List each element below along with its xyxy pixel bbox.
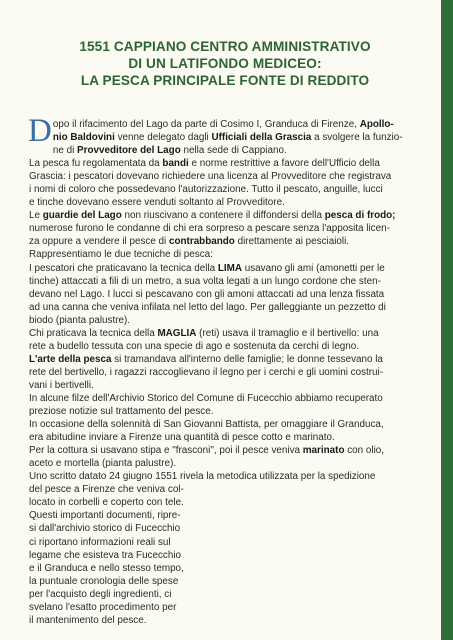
text-run: nella sede di Cappiano. (180, 145, 287, 157)
text-line (29, 405, 405, 418)
text-line (29, 444, 405, 457)
text-run: tinche) attaccati a fili di un metro, a sua volta legati a un lungo cordone che sten- (29, 275, 381, 287)
text-line (29, 275, 405, 288)
text-run: Chi praticava la tecnica della (29, 327, 158, 339)
text-line (29, 222, 405, 235)
paragraph (29, 262, 405, 327)
paragraph (29, 327, 405, 353)
text-line (29, 536, 405, 549)
title-line: LA PESCA PRINCIPALE FONTE DI REDDITO (80, 73, 370, 88)
paragraph (29, 470, 405, 627)
text-line (29, 288, 405, 301)
text-run: ne di (52, 145, 78, 157)
text-run: vani i bertivelli. (29, 379, 94, 391)
text-run: Uno scritto datato 24 giugno 1551 rivela la metodica utilizzata per la spedizione (29, 471, 376, 483)
text-run: In alcune filze dell'Archivio Storico del Comune di Fucecchio abbiamo recuperato (29, 392, 383, 404)
paragraph (29, 392, 405, 418)
text-line (29, 314, 405, 327)
text-run: Le (29, 210, 43, 222)
text-run: venne delegato dagli (114, 132, 212, 144)
bold-text: bandi (162, 158, 189, 170)
text-run: I pescatori che praticavano la tecnica della (29, 262, 218, 274)
bold-text: nio Baldovini (52, 132, 115, 144)
text-run: za oppure a vendere il pesce di (29, 236, 169, 248)
text-run: locato in corbelli e coperto con tele. (29, 497, 184, 509)
bold-text: MAGLIA (157, 327, 197, 339)
page-title (40, 38, 410, 89)
text-run: i nomi di coloro che possedevano l'autorizzazione. Tutto il pescato, anguille, lucci (29, 184, 383, 196)
text-line (29, 353, 405, 366)
text-run: si dall'archivio storico di Fucecchio (29, 523, 181, 535)
text-run: con olio, (344, 445, 385, 457)
side-bar (441, 0, 453, 640)
text-line (29, 262, 405, 275)
text-run: (reti) usava il tramaglio e il bertivello: una (196, 327, 379, 339)
text-run: devano nel Lago. I lucci si pescavano con gli amoni attaccati ad una lenza fissata (29, 288, 385, 300)
text-line (29, 157, 405, 170)
text-line (29, 170, 405, 183)
text-line (29, 470, 405, 483)
text-run: a svolgere la funzio- (311, 132, 403, 144)
text-run: e il Granduca e nello stesso tempo, (29, 562, 184, 574)
bold-text: Apollo- (359, 119, 394, 130)
text-line (29, 235, 405, 248)
text-line (29, 575, 405, 588)
paragraph (29, 418, 405, 444)
text-run: non riuscivano a contenere il diffondersi della (121, 210, 325, 222)
text-run: la puntuale cronologia delle spese (29, 575, 179, 587)
paragraph (29, 209, 405, 261)
text-line (29, 340, 405, 353)
text-line (29, 614, 405, 627)
text-run: La pesca fu regolamentata da (29, 158, 163, 170)
drop-cap: D (28, 113, 52, 149)
text-run: Grascia: i pescatori dovevano richiedere una licenza al Provveditore che registrava (29, 171, 392, 183)
paragraph (29, 353, 405, 392)
text-line (29, 183, 405, 196)
text-run: direttamente ai pesciaioli. (234, 236, 350, 248)
text-line (29, 431, 405, 444)
text-run: e tinche dovevano essere venduti soltanto al Provveditore. (29, 197, 285, 209)
paragraph (29, 157, 405, 209)
text-run: preziose notizie sul trattamento del pesce. (29, 406, 214, 418)
text-line (29, 549, 405, 562)
text-line (29, 196, 405, 209)
text-line (29, 418, 405, 431)
text-run: e norme restrittive a favore dell'Ufficio della (188, 158, 380, 170)
text-run: del pesce a Firenze che veniva col- (29, 484, 184, 496)
text-line (29, 379, 405, 392)
bold-text: pesca di frodo; (324, 210, 396, 222)
text-run: Per la cottura si usavano stipa e "frasconi", poi il pesce veniva (29, 445, 303, 457)
text-line (29, 301, 405, 314)
text-line (29, 248, 405, 261)
bold-text: L'arte della pesca (29, 353, 112, 365)
bold-text: marinato (302, 445, 345, 457)
text-line (29, 588, 405, 601)
text-run: ci riportano informazioni reali sul (29, 536, 171, 548)
text-run: biodo (pianta palustre). (29, 314, 131, 326)
text-line (29, 131, 405, 144)
text-run: era abitudine inviare a Firenze una quantità di pesce cotto e marinato. (29, 432, 335, 444)
bold-text: Ufficiali della Grascia (211, 132, 312, 144)
title-line: DI UN LATIFONDO MEDICEO: (128, 56, 322, 71)
text-run: si tramandava all'interno delle famiglie; le donne tessevano la (111, 353, 383, 365)
text-run: opo il rifacimento del Lago da parte di Cosimo I, Granduca di Firenze, (52, 119, 360, 130)
bold-text: guardie del Lago (42, 210, 122, 222)
bold-text: contrabbando (169, 236, 235, 248)
text-line (29, 509, 405, 522)
text-run: svelano l'esatto procedimento per (29, 601, 177, 613)
text-run: per l'acquisto degli ingredienti, ci (29, 588, 172, 600)
bold-text: Provveditore del Lago (77, 145, 181, 157)
text-run: In occasione della solennità di San Giovanni Battista, per omaggiare il Granduca, (29, 419, 384, 431)
text-run: rete del bertivello, i ragazzi raccoglievano il legno per i cerchi e gli uomini costrui- (29, 366, 384, 378)
text-line (29, 457, 405, 470)
text-run: ad una canna che veniva infilata nel letto del lago. Per galleggiante un pezzetto di (29, 301, 386, 313)
bold-text: LIMA (217, 262, 242, 274)
paragraph (28, 113, 405, 157)
text-line (29, 483, 405, 496)
text-run: usavano gli ami (amonetti per le (241, 262, 385, 274)
text-run: legame che esisteva tra Fucecchio (29, 549, 182, 561)
text-line (29, 144, 405, 157)
text-run: rete a budello tessuta con una specie di ago e sostenuta da cerchi di legno. (29, 340, 359, 352)
paragraph (29, 444, 405, 470)
text-line (29, 366, 405, 379)
text-run: Rappresentiamo le due tecniche di pesca: (29, 249, 213, 261)
text-run: aceto e mortella (pianta palustre). (29, 458, 177, 470)
text-line (29, 327, 405, 340)
text-line (29, 562, 405, 575)
text-run: numerose furono le condanne di chi era sorpreso a pescare senza l'apposita licen- (29, 223, 390, 235)
text-line (29, 392, 405, 405)
text-run: Questi importanti documenti, ripre- (29, 510, 181, 522)
title-line: 1551 CAPPIANO CENTRO AMMINISTRATIVO (79, 39, 371, 54)
text-line (29, 209, 405, 222)
text-line (29, 522, 405, 535)
text-run: il mantenimento del pesce. (29, 614, 147, 626)
text-line (29, 496, 405, 509)
text-line (29, 118, 405, 131)
article-body (28, 113, 405, 627)
text-line (29, 601, 405, 614)
